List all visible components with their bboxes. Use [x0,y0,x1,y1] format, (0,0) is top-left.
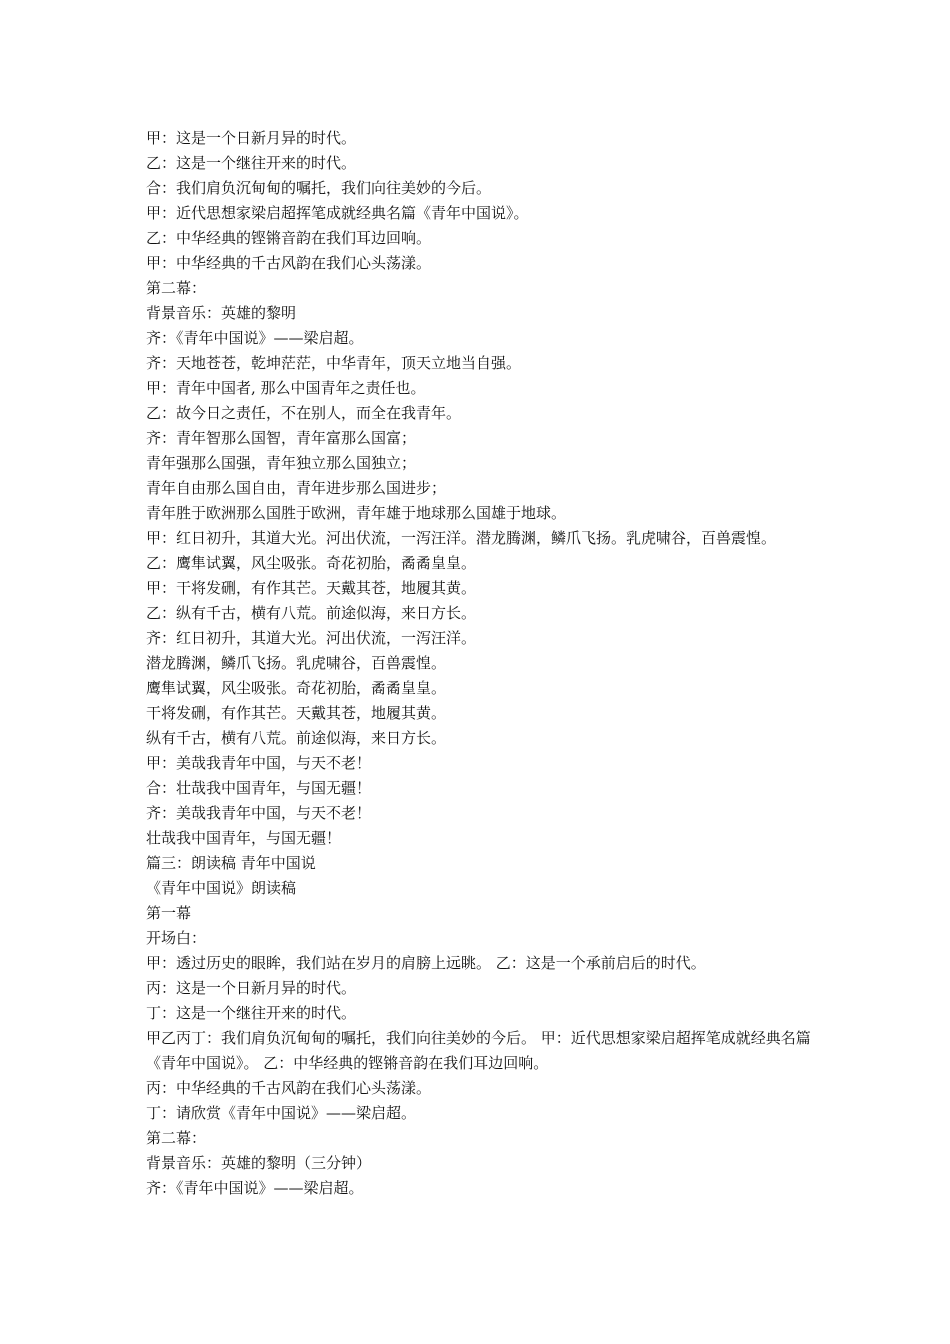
text-line: 纵有千古，横有八荒。前途似海，来日方长。 [146,729,447,747]
text-line: 甲：干将发硎，有作其芒。天戴其苍，地履其黄。 [146,579,477,597]
text-line: 丁：请欣赏《青年中国说》——梁启超。 [146,1104,417,1122]
text-line: 甲：美哉我青年中国，与天不老！ [146,754,372,772]
section-heading: 第一幕 [146,904,192,922]
text-line: 乙：鹰隼试翼，风尘吸张。奇花初胎，矞矞皇皇。 [146,554,477,572]
section-heading: 第二幕： [146,1129,207,1147]
text-line: 甲乙丙丁：我们肩负沉甸甸的嘱托，我们向往美妙的今后。 甲：近代思想家梁启超挥笔成就经典名篇《青年中国说》。 乙：中华经典的铿锵音韵在我们耳边回响。 [146,1029,811,1072]
text-line: 干将发硎，有作其芒。天戴其苍，地履其黄。 [146,704,447,722]
text-line: 甲：透过历史的眼眸，我们站在岁月的肩膀上远眺。 乙：这是一个承前启后的时代。 [146,954,706,972]
section-heading: 篇三：朗读稿 青年中国说 [146,854,316,872]
text-line: 乙：故今日之责任，不在别人，而全在我青年。 [146,404,462,422]
text-line: 齐：红日初升，其道大光。河出伏流，一泻汪洋。 [146,629,477,647]
section-heading: 第二幕： [146,279,207,297]
text-line: 齐：《青年中国说》——梁启超。 [146,1179,364,1197]
text-line: 齐：美哉我青年中国，与天不老！ [146,804,372,822]
text-line: 背景音乐：英雄的黎明（三分钟） [146,1154,372,1172]
text-line: 潜龙腾渊，鳞爪飞扬。乳虎啸谷，百兽震惶。 [146,654,447,672]
text-line: 开场白： [146,929,207,947]
text-line: 齐：《青年中国说》——梁启超。 [146,329,364,347]
text-line: 鹰隼试翼，风尘吸张。奇花初胎，矞矞皇皇。 [146,679,447,697]
text-line: 甲：中华经典的千古风韵在我们心头荡漾。 [146,254,432,272]
text-line: 甲：青年中国者, 那么中国青年之责任也。 [146,379,426,397]
text-line: 合：壮哉我中国青年，与国无疆！ [146,779,372,797]
text-line: 甲：红日初升，其道大光。河出伏流，一泻汪洋。潜龙腾渊，鳞爪飞扬。乳虎啸谷，百兽震惶。 [146,529,777,547]
text-line: 甲：近代思想家梁启超挥笔成就经典名篇《青年中国说》。 [146,204,529,222]
text-line: 壮哉我中国青年，与国无疆！ [146,829,342,847]
text-line: 齐：青年智那么国智，青年富那么国富； [146,429,417,447]
text-line: 背景音乐：英雄的黎明 [146,304,297,322]
text-line: 青年自由那么国自由，青年进步那么国进步； [146,479,447,497]
text-line: 乙：这是一个继往开来的时代。 [146,154,357,172]
text-line: 丙：中华经典的千古风韵在我们心头荡漾。 [146,1079,432,1097]
text-line: 甲：这是一个日新月异的时代。 [146,129,357,147]
text-line: 青年强那么国强，青年独立那么国独立； [146,454,417,472]
text-line: 丙：这是一个日新月异的时代。 [146,979,357,997]
document-title: 《青年中国说》朗读稿 [146,879,297,897]
text-line: 齐：天地苍苍，乾坤茫茫，中华青年，顶天立地当自强。 [146,354,522,372]
text-line: 青年胜于欧洲那么国胜于欧洲，青年雄于地球那么国雄于地球。 [146,504,567,522]
text-line: 乙：中华经典的铿锵音韵在我们耳边回响。 [146,229,432,247]
text-line: 丁：这是一个继往开来的时代。 [146,1004,357,1022]
text-line: 合：我们肩负沉甸甸的嘱托，我们向往美妙的今后。 [146,179,492,197]
document-body [146,126,816,1201]
text-line: 乙：纵有千古，横有八荒。前途似海，来日方长。 [146,604,477,622]
